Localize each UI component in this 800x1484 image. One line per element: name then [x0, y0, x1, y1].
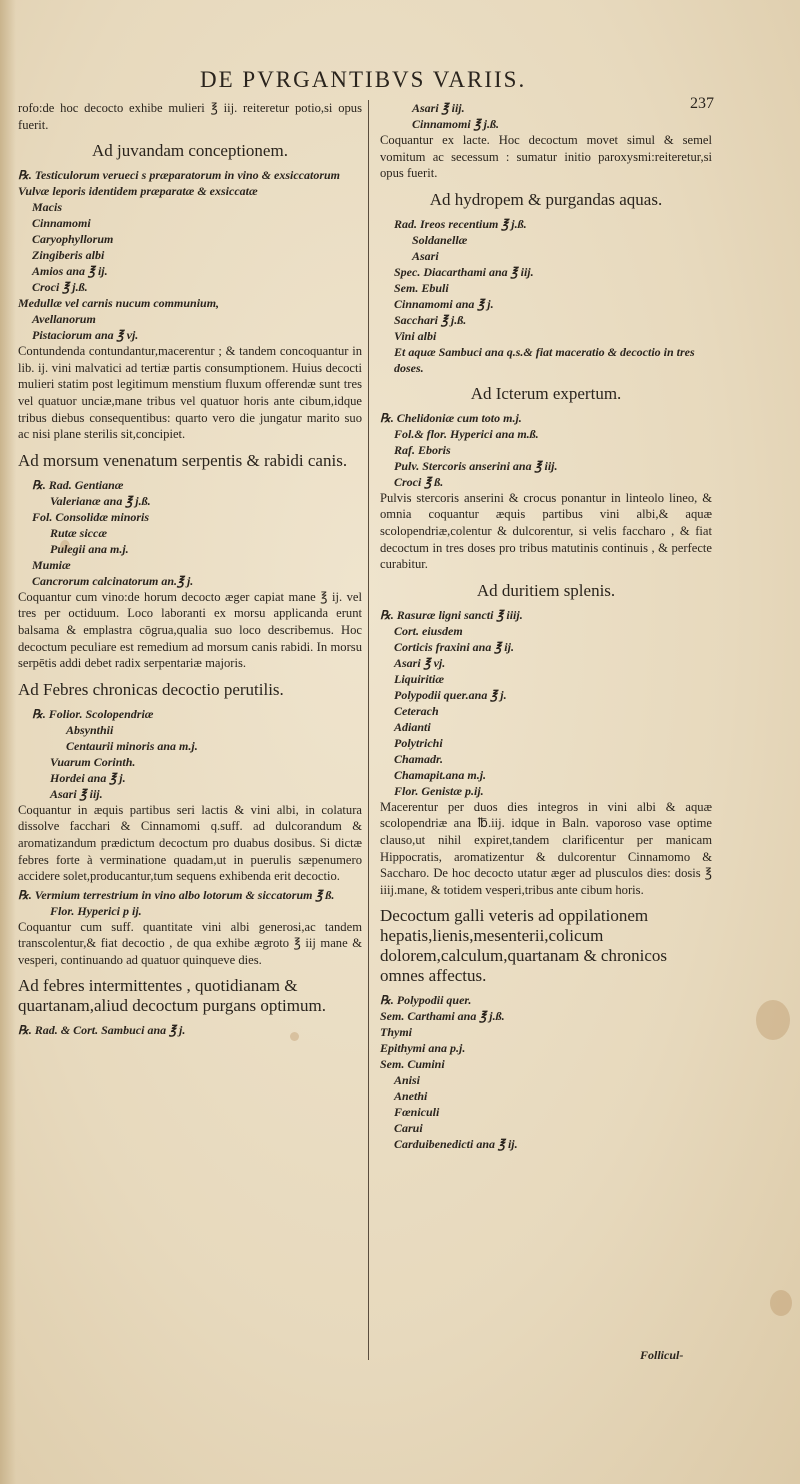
section-heading: Ad morsum venenatum serpentis & rabidi canis. [18, 450, 348, 470]
recipe-line: Valerianæ ana ℥ j.ß. [50, 493, 151, 508]
recipe-line: Flor. Genistæ p.ij. [394, 783, 484, 798]
recipe-line: ℞. Rad. Gentianæ [32, 477, 124, 492]
body-paragraph: Macerentur per duos dies integros in vini albi & aquæ scolopendriæ ana ℔.iij. idque in Baln. vaporoso vase optime clauso,ut nihil expiret,tandem clarificentur per manicam Hippocratis, aromatizentur & dulcorentur Cinnamomo & Saccharo. De hoc decocto utatur æger ad plusculos dies: dosis ℥ iiij.mane, & totidem vesperi,tribus ante cibum horis. [380, 799, 712, 897]
recipe-line: Corticis fraxini ana ℥ ij. [394, 639, 514, 654]
recipe-line: Absynthii [66, 722, 114, 737]
recipe-line: Chamadr. [394, 751, 444, 766]
section-heading: Decoctum galli veteris ad oppilationem hepatis,lienis,mesenterii,colicum dolorem,calculum,quartanam & chronicos omnes affectus. [380, 906, 668, 986]
recipe-line: Liquiritiæ [394, 671, 445, 686]
body-paragraph: Pulvis stercoris anserini & crocus ponantur in linteolo lineo, & omnia coquantur æquis partibus vini albi,& aquæ scolopendriæ,colentur & dulcorentur, si velis faccharo , & fiat decoctum in tres doses pro tribus matutinis continuis , & perfecte curabitur. [380, 490, 712, 572]
section-heading: Ad Icterum expertum. [470, 383, 622, 403]
recipe-line: Macis [32, 200, 62, 215]
recipe-line: Croci ℥ ß. [394, 474, 444, 489]
section-heading: Ad duritiem splenis. [476, 580, 616, 600]
recipe-line: ℞. Rad. & Cort. Sambuci ana ℥ j. [18, 1023, 186, 1038]
catchword: Follicul- [640, 1348, 684, 1362]
foxing-spot [756, 1000, 790, 1040]
recipe-line: Sacchari ℥ j.ß. [394, 312, 467, 327]
recipe-line: Sem. Ebuli [394, 280, 449, 295]
body-paragraph: Coquantur in æquis partibus seri lactis & vini albi, in colatura dissolve facchari & Cinnamomi q.suff. ad dulcorandum & aromatizandum prædictum decoctum pro duabus dosibus. Si dictæ febres forte à verminatione quadam,ut in puerulis sæpenumero accidere solet,producantur,tum sequens exhibenda erit decoctio. [18, 802, 362, 884]
running-head: DE PVRGANTIBVS VARIIS. [200, 67, 527, 92]
recipe-line: Sem. Cumini [380, 1057, 445, 1072]
recipe-line: Adianti [394, 719, 431, 734]
recipe-line: Chamapit.ana m.j. [394, 767, 487, 782]
recipe-line: Carui [394, 1121, 423, 1136]
recipe-line: Cancrorum calcinatorum an.℥ j. [32, 573, 194, 588]
recipe-line: Cinnamomi [32, 216, 91, 231]
recipe-line: Hordei ana ℥ j. [50, 770, 126, 785]
recipe-line: Asari ℥ vj. [394, 655, 446, 670]
recipe-line: Mumiæ [32, 557, 71, 572]
body-paragraph: rofo:de hoc decocto exhibe mulieri ℥ iij. reiteretur potio,si opus fuerit. [18, 101, 362, 132]
foxing-spot [770, 1290, 792, 1316]
recipe-line: Amios ana ℥ ij. [32, 264, 108, 279]
recipe-line: Asari [412, 248, 439, 263]
recipe-line: ℞. Chelidoniæ cum toto m.j. [380, 410, 522, 425]
recipe-line: Polypodii quer.ana ℥ j. [394, 687, 507, 702]
recipe-line: Zingiberis albi [32, 248, 105, 263]
recipe-line: ℞. Folior. Scolopendriæ [32, 706, 154, 721]
recipe-line: Flor. Hyperici p ij. [50, 903, 142, 918]
recipe-line: ℞. Rasuræ ligni sancti ℥ iiij. [380, 607, 523, 622]
recipe-line: Pulv. Stercoris anserini ana ℥ iij. [394, 458, 558, 473]
recipe-line: Vulvæ leporis identidem præparatæ & exsiccatæ [18, 184, 258, 199]
section-heading: Ad Febres chronicas decoctio perutilis. [18, 679, 284, 699]
column-divider [368, 100, 369, 1360]
recipe-line: Ceterach [394, 703, 439, 718]
recipe-line: Sem. Carthami ana ℥ j.ß. [380, 1009, 505, 1024]
recipe-line: Fol.& flor. Hyperici ana m.ß. [394, 426, 539, 441]
recipe-line: Vini albi [394, 328, 437, 343]
page-gutter-shadow [0, 0, 16, 1484]
section-heading: Ad febres intermittentes , quotidianam & quartanam,aliud decoctum purgans optimum. [18, 976, 326, 1016]
recipe-line: Et aquæ Sambuci ana q.s.& fiat maceratio & decoctio in tres doses. [394, 344, 695, 375]
recipe-line: Raf. Eboris [394, 442, 451, 457]
recipe-line: Rutæ siccæ [50, 525, 107, 540]
recipe-line: ℞. Testiculorum verueci s præparatorum in vino & exsiccatorum [18, 168, 341, 183]
section-heading: Ad juvandam conceptionem. [92, 141, 288, 161]
recipe-line: Asari ℥ iij. [50, 786, 103, 801]
recipe-line: Cinnamomi ana ℥ j. [394, 296, 494, 311]
recipe-line: Fœniculi [394, 1105, 440, 1120]
recipe-line: ℞. Polypodii quer. [380, 993, 472, 1008]
recipe-line: Spec. Diacarthami ana ℥ iij. [394, 264, 534, 279]
body-paragraph: Contundenda contundantur,macerentur ; & tandem concoquantur in lib. ij. vini malvatici ad tertiæ partis consumptionem. Huius decocti mulieri statim post legitimum menstium fluxum offerendæ sunt tres vel quatuor unciæ,mane tribus vel quatuor horis ante cibum,idque tribus diebus consequentibus: quarto vero die jungatur marito suo ac nisi plane sterilis sit,concipiet. [18, 344, 362, 442]
page-number: 237 [690, 95, 714, 112]
recipe-line: Anisi [394, 1073, 421, 1088]
recipe-line: Pistaciorum ana ℥ vj. [32, 328, 139, 343]
recipe-line: ℞. Vermium terrestrium in vino albo lotorum & siccatorum ℥ ß. [18, 887, 335, 902]
recipe-line: Polytrichi [394, 735, 443, 750]
section-heading: Ad hydropem & purgandas aquas. [429, 189, 663, 209]
left-column [18, 100, 362, 1038]
recipe-line: Carduibenedicti ana ℥ ij. [394, 1137, 518, 1152]
recipe-line: Anethi [394, 1089, 428, 1104]
body-paragraph: Coquantur cum suff. quantitate vini albi generosi,ac tandem transcolentur,& fiat decoctio , de qua exhibe ægroto ℥ iij mane & vesperi, continuando ad quatuor quinqueve dies. [18, 919, 362, 967]
recipe-line: Asari ℥ iij. [412, 101, 465, 115]
recipe-line: Rad. Ireos recentium ℥ j.ß. [394, 216, 527, 231]
recipe-line: Caryophyllorum [32, 232, 114, 247]
recipe-line: Cinnamomi ℥ j.ß. [412, 117, 499, 131]
body-paragraph: Coquantur ex lacte. Hoc decoctum movet simul & semel vomitum ac secessum : sumatur initio paroxysmi:reiteretur,si opus fuerit. [380, 133, 712, 181]
recipe-line: Pulegii ana m.j. [50, 541, 129, 556]
recipe-line: Croci ℥ j.ß. [32, 280, 88, 295]
body-paragraph: Coquantur cum vino:de horum decocto æger capiat mane ℥ ij. vel tres per octiduum. Loco laboranti ex morsu applicanda erunt balsama & emplastra cōgrua,qualia suo loco describemus. Hoc decoctum peculiare est remedium ad morsum canis rabidi. In morsu serpētis addi debet radix serpentariæ majoris. [18, 589, 362, 671]
recipe-line: Epithymi ana p.j. [380, 1041, 466, 1056]
recipe-line: Cort. eiusdem [394, 623, 463, 638]
recipe-line: Vuarum Corinth. [50, 754, 136, 769]
recipe-line: Avellanorum [32, 312, 96, 327]
recipe-line: Thymi [380, 1025, 412, 1040]
recipe-line: Centaurii minoris ana m.j. [66, 738, 198, 753]
recipe-line: Soldanellæ [412, 232, 468, 247]
recipe-line: Medullæ vel carnis nucum communium, [18, 296, 220, 311]
right-column [380, 100, 712, 1152]
recipe-line: Fol. Consolidæ minoris [32, 509, 150, 524]
